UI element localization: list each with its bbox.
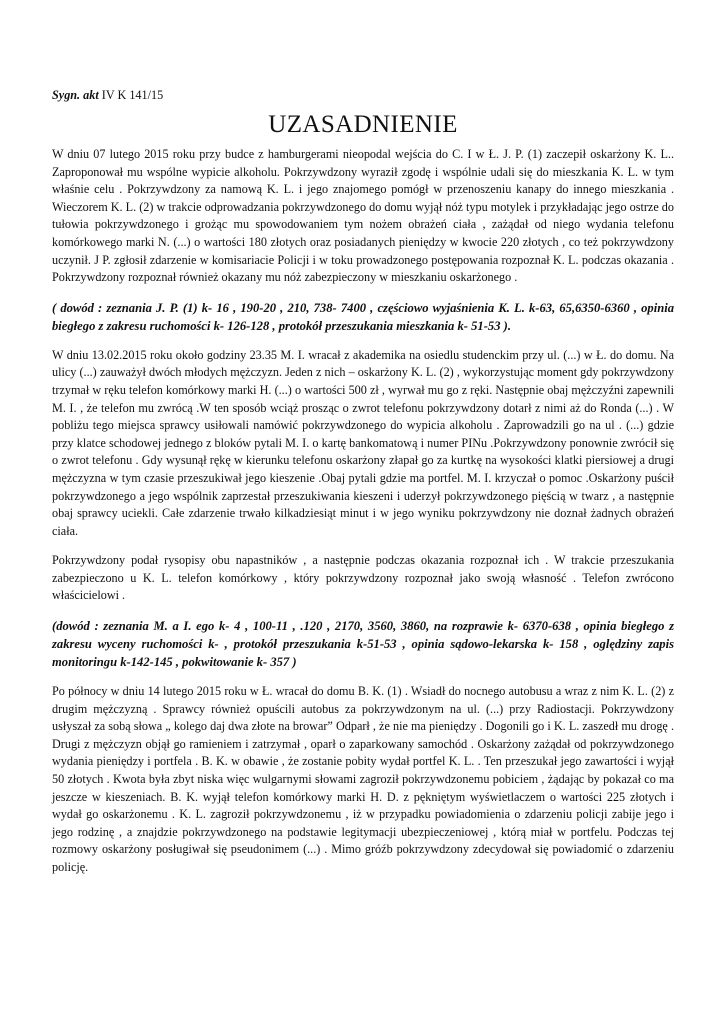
case-signature-number: IV K 141/15	[101, 88, 164, 102]
evidence-note-2: (dowód : zeznania M. a I. ego k- 4 , 100-11 , .120 , 2170, 3560, 3860, na rozprawie k- 6370-638 , opinia biegłego z zakresu wyceny ruchomości k- , protokół przeszukania k-51-53 , opinia sądowo-lekarska k- 158 , oględziny zapis monitoringu k-142-145 , pokwitowanie k- 357 )	[52, 619, 674, 670]
paragraph-incident-3: Po północy w dniu 14 lutego 2015 roku w Ł. wracał do domu B. K. (1) . Wsiadł do nocnego autobusu a wraz z nim K. L. (2) z drugim mężczyzną . Sprawcy również opuścili autobus za pokrzywdzonym na ul. (...) przy Radiostacji. Pokrzywdzony usłyszał za sobą słowa „ kolego daj dwa złote na browar” Odparł , że nie ma pieniędzy . Dogonili go i K. L. zaszedł mu drogę . Drugi z mężczyzn objął go ramieniem i zatrzymał , oparł o zaparkowany samochód . Oskarżony zażądał od pokrzywdzonego wydania pieniędzy i portfela . B. K. w obawie , że zostanie pobity wydał portfel K. L. . Ten przeszukał jego zawartości i wyjął 50 złotych . Kwota była zbyt niska więc wulgarnymi słowami zagroził pokrzywdzonemu pobiciem , żądając by pokazał co ma jeszcze w kieszeniach. B. K. wyjął telefon komórkowy marki H. D. z pękniętym wyświetlaczem o wartości 225 złotych i wydał go oskarżonemu . K. L. zagroził pokrzywdzonemu , iż w przypadku powiadomienia o zdarzeniu policji zabije jego i jego rodzinę , a znajdzie pokrzywdzonego na podstawie legitymacji ubezpieczeniowej , którą miał w portfelu. Podczas tej rozmowy oskarżony posługiwał się pseudonimem (...) . Mimo gróźb pokrzywdzony zdecydował się powiadomić o zdarzeniu policję.	[52, 684, 674, 874]
case-signature	[52, 88, 674, 103]
case-signature-label: Sygn. akt	[52, 88, 99, 102]
document-body	[52, 88, 674, 889]
paragraph-identification: Pokrzywdzony podał rysopisy obu napastników , a następnie podczas okazania rozpoznał ich . W trakcie przeszukania zabezpieczono u K. L. telefon komórkowy , który pokrzywdzony rozpoznał jako swoją własność . Telefon zwrócono właścicielowi .	[52, 553, 674, 603]
paragraph-incident-2: W dniu 13.02.2015 roku około godziny 23.35 M. I. wracał z akademika na osiedlu studenckim przy ul. (...) w Ł. do domu. Na ulicy (...) zauważył dwóch młodych mężczyzn. Jeden z nich – oskarżony K. L. (2) , wykorzystując moment gdy pokrzywdzony trzymał w ręku telefon komórkowy marki H. (...) o wartości 500 zł , wyrwał mu go z ręki. Następnie obaj mężczyźni zapewnili M. I. , że telefon mu zwrócą .W ten sposób wciąż prosząc o zwrot telefonu pokrzywdzony dotarł z nimi aż do Ronda (...) . W pobliżu tego miejsca sprawcy usiłowali namówić pokrzywdzonego do wypicia alkoholu . Zaprowadzili go na ul . (...) gdzie przy klatce schodowej jednego z bloków pytali M. I. o kartę bankomatową i numer PINu .Pokrzywdzony ponownie zwrócił się o zwrot telefonu . Gdy wysunął rękę w kierunku telefonu oskarżony złapał go za kurtkę na wysokości klatki piersiowej a drugi mężczyzna w tym czasie przeszukiwał jego kieszenie .Obaj pytali gdzie ma portfel. M. I. krzyczał o pomoc .Oskarżony puścił pokrzywdzonego a jego wspólnik zaprzestał przeszukiwania kieszeni i uderzył pokrzywdzonego pięścią w twarz , a następnie obaj sprawcy uciekli. Całe zdarzenie trwało kilkadziesiąt minut i w jego wyniku pokrzywdzony nie doznał żadnych obrażeń ciała.	[52, 347, 674, 538]
paragraph-incident-1: W dniu 07 lutego 2015 roku przy budce z hamburgerami nieopodal wejścia do C. I w Ł. J. P. (1) zaczepił oskarżony K. L.. Zaproponował mu wspólne wypicie alkoholu. Pokrzywdzony wyraził zgodę i wspólnie udali się do mieszkania K. L. w tym właśnie celu . Pokrzywdzony za namową K. L. i jego znajomego pomógł w przenoszeniu kanapy do innego mieszkania . Wieczorem K. L. (2) w trakcie odprowadzania pokrzywdzonego do domu wyjął nóż typu motylek i przykładając jego ostrze do tułowia pokrzywdzonego i grożąc mu spowodowaniem tym nożem obrażeń ciała , zażądał od niego wydania telefonu komórkowego marki N. (...) o wartości 180 złotych oraz posiadanych pieniędzy w kwocie 220 złotych , co też pokrzywdzony uczynił. J P. zgłosił zdarzenie w komisariacie Policji i w toku prowadzonego postępowania rozpoznał K. L. podczas okazania . Pokrzywdzony rozpoznał również okazany mu nóż zabezpieczony w mieszkaniu oskarżonego .	[52, 147, 674, 285]
evidence-note-1: ( dowód : zeznania J. P. (1) k- 16 , 190-20 , 210, 738- 7400 , częściowo wyjaśnienia K. L. k-63, 65,6350-6360 , opinia biegłego z zakresu ruchomości k- 126-128 , protokół przeszukania mieszkania k- 51-53 ).	[52, 300, 674, 333]
document-title: UZASADNIENIE	[268, 111, 458, 138]
